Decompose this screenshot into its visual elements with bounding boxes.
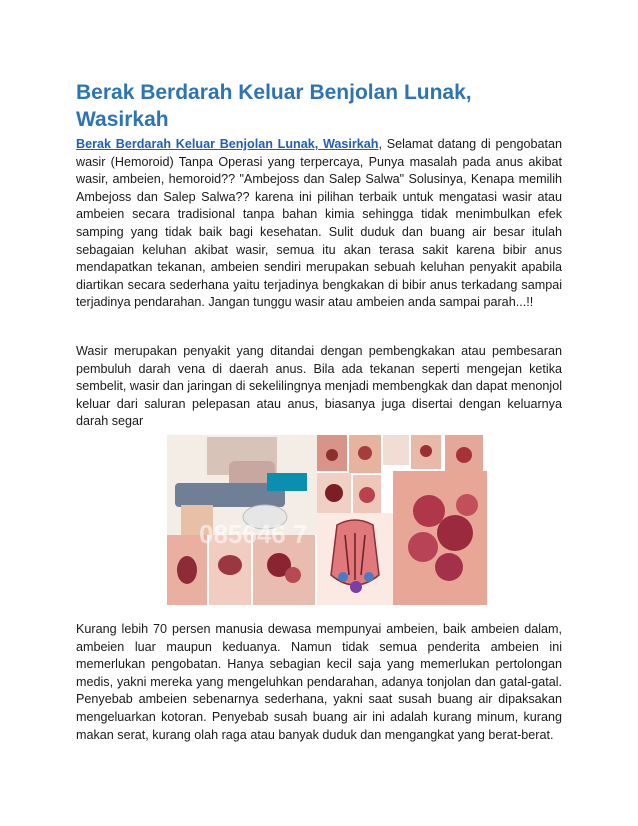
paragraph-3: Kurang lebih 70 persen manusia dewasa mempunyai ambeien, baik ambeien dalam, ambeien luar maupun keduanya. Namun tidak semua penderita ambeien ini memerlukan pengobatan. Hanya sebagian kecil saja yang memerlukan pertolongan medis, yakni mereka yang mengeluhkan pendarahan, adanya tonjolan dan gatal-gatal. Penyebab ambeien sebenarnya sederhana, yakni saat susah buang air dipaksakan mengeluarkan kotoran. Penyebab susah buang air ini adalah kurang minum, kurang makan serat, kurang olah raga atau banyak duduk dan mengangkat yang berat-berat.	[76, 622, 562, 742]
anatomy-diagram	[317, 513, 393, 605]
large-clinical-photo	[393, 471, 487, 605]
intro-paragraph	[76, 136, 562, 312]
hemorrhoid-collage-image	[167, 435, 487, 605]
intro-text: , Selamat datang di pengobatan wasir (Hemoroid) Tanpa Operasi yang terpercaya, Punya masalah pada anus akibat wasir, ambeien, hemoroid?? "Ambejoss dan Salep Salwa" Solusinya, Kenapa memilih Ambejoss dan Salep Salwa?? karena ini pilihan terbaik untuk mengatasi wasir atau ambeien secara tradisional tanpa bahan kimia sehingga tidak menimbulkan efek samping yang tidak baik bagi kesehatan. Sulit duduk dan buang air besar itulah sebagaian keluhan akibat wasir, semua itu akan terasa sakit karena bibir anus mendapatkan tekanan, ambeien sendiri merupakan sebuah keluhan penyakit apabila diartikan secara sederhana yaitu terjadinya bengkakan di bibir anus terkadang sampai terjadinya pendarahan. Jangan tunggu wasir atau ambeien anda sampai parah...!!	[76, 137, 562, 310]
title-link[interactable]: Berak Berdarah Keluar Benjolan Lunak, Wasirkah	[76, 137, 379, 151]
watermark-text: 085646 7	[199, 519, 308, 549]
collage-graphic	[167, 435, 487, 605]
paragraph-2: Wasir merupakan penyakit yang ditandai dengan pembengkakan atau pembesaran pembuluh darah vena di daerah anus. Bila ada tekanan seperti mengejan ketika sembelit, wasir dan jaringan di sekelilingnya menjadi membengkak dan dapat menonjol keluar dari saluran pelepasan atau anus, biasanya juga disertai dengan keluarnya darah segar	[76, 344, 562, 429]
article-title: Berak Berdarah Keluar Benjolan Lunak, Wasirkah	[76, 81, 472, 131]
